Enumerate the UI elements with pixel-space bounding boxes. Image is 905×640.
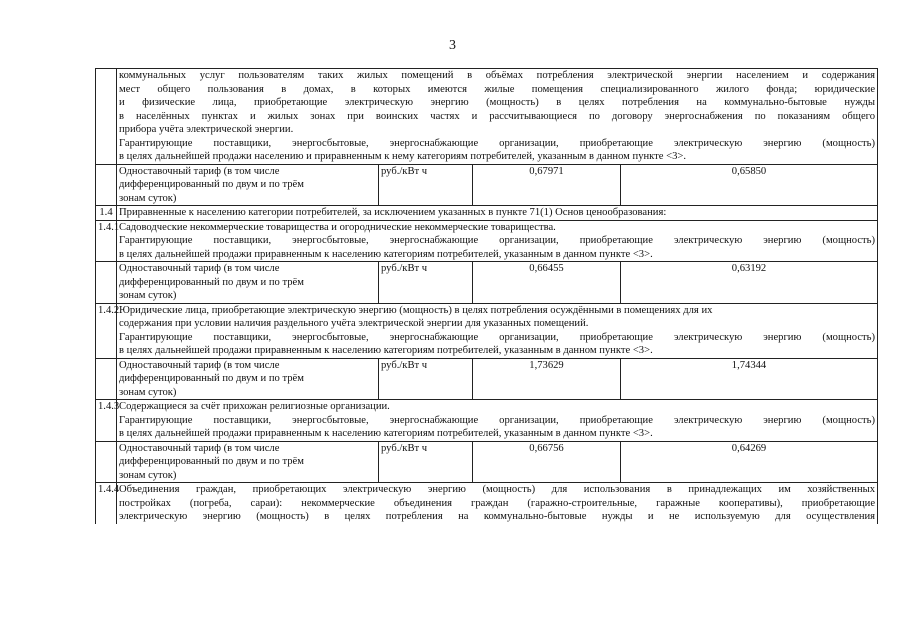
row-number: 1.4.3 bbox=[96, 400, 117, 442]
page-number: 3 bbox=[449, 38, 456, 53]
tariff-value-1: 0,66455 bbox=[473, 262, 621, 304]
tariff-unit: руб./кВт ч bbox=[379, 262, 473, 304]
tariff-unit: руб./кВт ч bbox=[379, 358, 473, 400]
tariff-table bbox=[95, 68, 878, 524]
tariff-label: Одноставочный тариф (в том числе дифференцированный по двум и по трём зонам суток) bbox=[117, 164, 379, 206]
tariff-value-1: 1,73629 bbox=[473, 358, 621, 400]
tariff-label: Одноставочный тариф (в том числе дифференцированный по двум и по трём зонам суток) bbox=[117, 358, 379, 400]
row-description: Садоводческие некоммерческие товарищества и огороднические некоммерческие товарищества. Гарантирующие поставщики, энергосбытовые, энергоснабжающие организации, приобретающие электрическую энергию (мощность) в целях дальнейшей продажи приравненным к населению категориям потребителей, указанным в данном пункте <3>. bbox=[117, 220, 878, 262]
tariff-value-2: 1,74344 bbox=[621, 358, 878, 400]
tariff-row bbox=[96, 164, 878, 206]
tariff-value-2: 0,64269 bbox=[621, 441, 878, 483]
row-description: Объединения граждан, приобретающих электрическую энергию (мощность) для использования в принадлежащих им хозяйственных постройках (погреба, сараи): некоммерческие объединения граждан (гаражно-строительные, гаражные кооперативы), приобретающие электрическую энергию (мощность) в целях потребления на коммунально-бытовые нужды и не используемую для осуществления bbox=[117, 483, 878, 524]
section-number: 1.4 bbox=[96, 206, 117, 221]
tariff-value-1: 0,67971 bbox=[473, 164, 621, 206]
tariff-label: Одноставочный тариф (в том числе дифференцированный по двум и по трём зонам суток) bbox=[117, 441, 379, 483]
row-description: Содержащиеся за счёт прихожан религиозные организации. Гарантирующие поставщики, энергосбытовые, энергоснабжающие организации, приобретающие электрическую энергию (мощность) в целях дальнейшей продажи приравненным к населению категориям потребителей, указанным в данном пункте <3>. bbox=[117, 400, 878, 442]
row-number: 1.4.1 bbox=[96, 220, 117, 262]
row-description: Юридические лица, приобретающие электрическую энергию (мощность) в целях потребления осуждёнными в помещениях для их содержания при условии наличия раздельного учёта электрической энергии для указанных помещений. Гарантирующие поставщики, энергосбытовые, энергоснабжающие организации, приобретающие электрическую энергию (мощность) в целях дальнейшей продажи приравненным к населению категориям потребителей, указанным в данном пункте <3>. bbox=[117, 303, 878, 358]
tariff-row bbox=[96, 358, 878, 400]
tariff-unit: руб./кВт ч bbox=[379, 441, 473, 483]
table-row bbox=[96, 220, 878, 262]
tariff-value-2: 0,65850 bbox=[621, 164, 878, 206]
tariff-unit: руб./кВт ч bbox=[379, 164, 473, 206]
row-number bbox=[96, 69, 117, 165]
tariff-value-1: 0,66756 bbox=[473, 441, 621, 483]
table-row bbox=[96, 400, 878, 442]
table-row bbox=[96, 69, 878, 165]
section-title: Приравненные к населению категории потребителей, за исключением указанных в пункте 71(1) Основ ценообразования: bbox=[117, 206, 878, 221]
row-number: 1.4.2 bbox=[96, 303, 117, 358]
row-number: 1.4.4 bbox=[96, 483, 117, 524]
tariff-row bbox=[96, 262, 878, 304]
table-row bbox=[96, 303, 878, 358]
table-row bbox=[96, 483, 878, 524]
section-row bbox=[96, 206, 878, 221]
tariff-label: Одноставочный тариф (в том числе дифференцированный по двум и по трём зонам суток) bbox=[117, 262, 379, 304]
intro-description: коммунальных услуг пользователям таких жилых помещений в объёмах потребления электрической энергии населением и содержания мест общего пользования в домах, в которых имеются жилые помещения специализированного жилого фонда; юридические и физические лица, приобретающие электрическую энергию (мощность) в целях потребления на коммунально-бытовые нужды в населённых пунктах и жилых зонах при воинских частях и рассчитывающиеся по договору энергоснабжения по показаниям общего прибора учёта электрической энергии. Гарантирующие поставщики, энергосбытовые, энергоснабжающие организации, приобретающие электрическую энергию (мощность) в целях дальнейшей продажи населению и приравненным к нему категориям потребителей, указанным в данном пункте <3>. bbox=[117, 69, 878, 165]
tariff-value-2: 0,63192 bbox=[621, 262, 878, 304]
tariff-row bbox=[96, 441, 878, 483]
